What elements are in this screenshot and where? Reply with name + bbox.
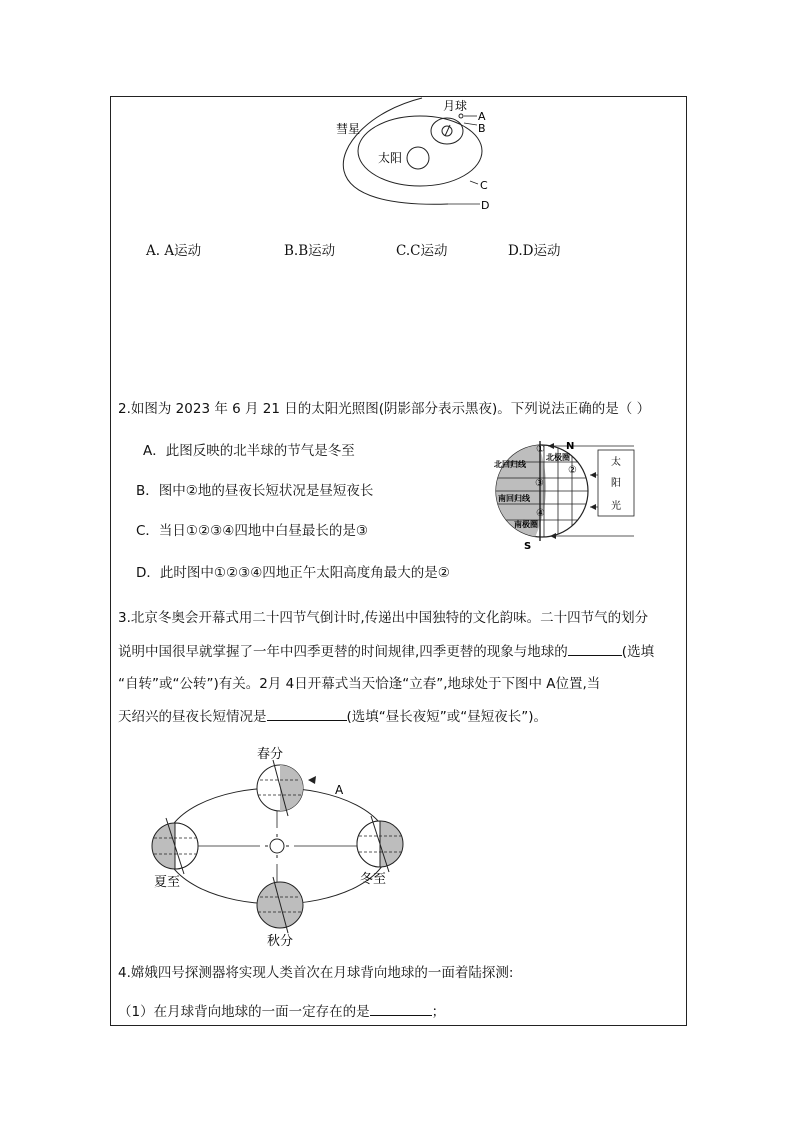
sun-char-2: 阳 (611, 478, 621, 489)
sun-char-3: 光 (611, 501, 621, 512)
q3-line-3: “自转”或“公转”)有关。2月 4日开幕式当天恰逢“立春”,地球处于下图中 A位置,当 (118, 676, 601, 692)
label-d: D (481, 199, 490, 212)
label-summer: 夏至 (154, 875, 181, 890)
q1-option-a: A. A运动 (146, 243, 202, 259)
point-3: ③ (535, 478, 544, 489)
comet-label: 彗星 (336, 122, 361, 136)
q3-line-4-tail: (选填“昼长夜短”或“昼短夜长”)。 (346, 709, 548, 725)
sun-char-1: 太 (611, 457, 621, 468)
south-label: S (524, 541, 532, 550)
earth-summer (152, 818, 198, 874)
q2-option-b: B．图中②地的昼夜长短状况是昼短夜长 (136, 483, 374, 499)
q4-sub1 (118, 1001, 445, 1022)
tropic-capricorn-label: 南回归线 (498, 494, 530, 503)
orbit-diagram (330, 96, 500, 221)
q4-sub1-text: （1）在月球背向地球的一面一定存在的是 (118, 1004, 370, 1020)
tropic-cancer-label: 北回归线 (494, 460, 526, 469)
q3-line-2 (118, 641, 654, 662)
label-autumn: 秋分 (267, 934, 294, 949)
sun-label: 太阳 (378, 151, 403, 165)
q1-option-b: B.B运动 (284, 243, 336, 259)
q2-option-a: A．此图反映的北半球的节气是冬至 (143, 443, 355, 459)
seasons-diagram (140, 740, 420, 950)
q2-option-c: C．当日①②③④四地中白昼最长的是③ (136, 523, 368, 539)
moon-label: 月球 (443, 99, 468, 113)
q3-blank-1[interactable] (568, 641, 622, 656)
moon-icon (459, 114, 463, 118)
label-a: A (335, 783, 344, 797)
q4-blank-1[interactable] (370, 1001, 432, 1016)
q3-blank-2[interactable] (267, 706, 347, 721)
label-spring: 春分 (257, 747, 284, 762)
earth-winter (357, 816, 403, 872)
label-a: A (478, 110, 486, 123)
q2-option-d: D．此时图中①②③④四地正午太阳高度角最大的是② (136, 565, 450, 581)
earth-spring (257, 760, 303, 816)
north-label: N (566, 441, 575, 452)
q4-stem: 4.嫦娥四号探测器将实现人类首次在月球背向地球的一面着陆探测: (118, 965, 514, 981)
q3-line-1: 3.北京冬奥会开幕式用二十四节气倒计时,传递出中国独特的文化韵味。二十四节气的划分 (118, 610, 649, 626)
q1-option-c: C.C运动 (396, 243, 448, 259)
illumination-diagram (492, 438, 652, 550)
antarctic-circle-label: 南极圈 (514, 520, 538, 529)
point-1: ① (536, 444, 545, 455)
q4-sub1-tail: ； (431, 1004, 446, 1020)
label-b: B (478, 122, 486, 135)
point-2: ② (568, 465, 577, 476)
label-c: C (480, 179, 488, 192)
arctic-circle-label: 北极圈 (546, 453, 570, 462)
q1-option-d: D.D运动 (508, 243, 561, 259)
q3-line-2-text: 说明中国很早就掌握了一年中四季更替的时间规律,四季更替的现象与地球的 (118, 644, 568, 660)
sun-icon (407, 147, 429, 169)
earth-autumn (257, 877, 303, 933)
q3-line-4-text: 天绍兴的昼夜长短情况是 (118, 709, 267, 725)
q3-line-2-tail: (选填 (621, 644, 655, 660)
q3-line-4 (118, 706, 547, 727)
point-4: ④ (536, 508, 545, 519)
sun-icon (265, 834, 289, 858)
label-winter: 冬至 (360, 872, 387, 887)
q2-stem: 2.如图为 2023 年 6 月 21 日的太阳光照图(阴影部分表示黑夜)。下列说法正确的是（ ） (118, 401, 651, 417)
